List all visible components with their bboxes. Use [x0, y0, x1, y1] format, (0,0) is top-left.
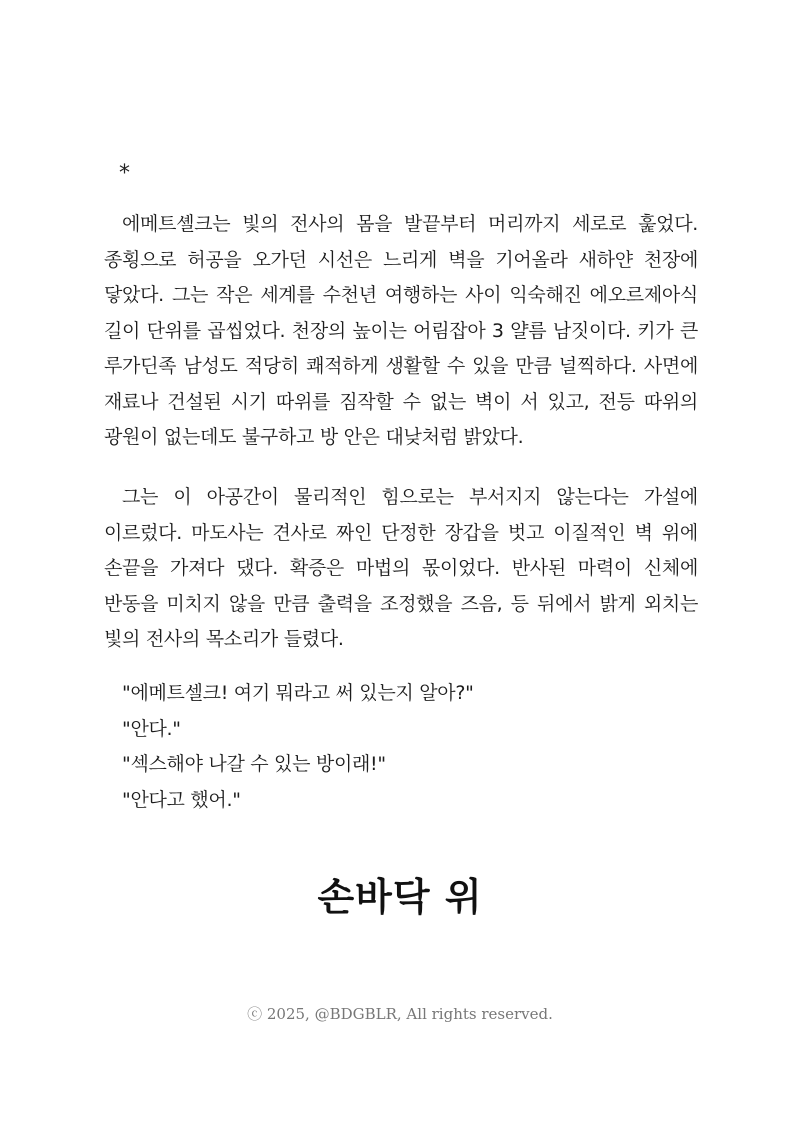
dialogue-line: "섹스해야 나갈 수 있는 방이래!"	[122, 753, 386, 775]
copyright-notice: ⓒ 2025, @BDGBLR, All rights reserved.	[247, 1005, 553, 1023]
dialogue-line: "안다."	[122, 717, 181, 740]
paragraph-1: 에메트셸크는 빛의 전사의 몸을 발끝부터 머리까지 세로로 훑었다. 종횡으로 허공을 오가던 시선은 느리게 벽을 기어올라 새하얀 천장에 닿았다. 그는 작은 세계를 수천년 여행하는 사이 익숙해진 에오르제아식 길이 단위를 곱씹었다. 천장의 높이는 어림잡아 3 얄름 남짓이다. 키가 큰 루가딘족 남성도 적당히 쾌적하게 생활할 수 있을 만큼 널찍하다. 사면에 재료나 건설된 시기 따위를 짐작할 수 없는 벽이 서 있고, 전등 따위의 광원이 없는데도 불구하고 방 안은 대낮처럼 밝았다.	[104, 213, 698, 448]
section-separator: *	[119, 161, 130, 186]
dialogue-line: "안다고 했어."	[122, 788, 241, 811]
dialogue-line: "에메트셀크! 여기 뭐라고 써 있는지 알아?"	[122, 682, 474, 704]
dialogue-block	[104, 676, 698, 818]
paragraph-2: 그는 이 아공간이 물리적인 힘으로는 부서지지 않는다는 가설에 이르렀다. 마도사는 견사로 짜인 단정한 장갑을 벗고 이질적인 벽 위에 손끝을 가져다 댔다. 확증은 마법의 몫이었다. 반사된 마력이 신체에 반동을 미치지 않을 만큼 출력을 조정했을 즈음, 등 뒤에서 밝게 외치는 빛의 전사의 목소리가 들렸다.	[104, 486, 698, 650]
chapter-title: 손바닥 위	[317, 875, 483, 919]
